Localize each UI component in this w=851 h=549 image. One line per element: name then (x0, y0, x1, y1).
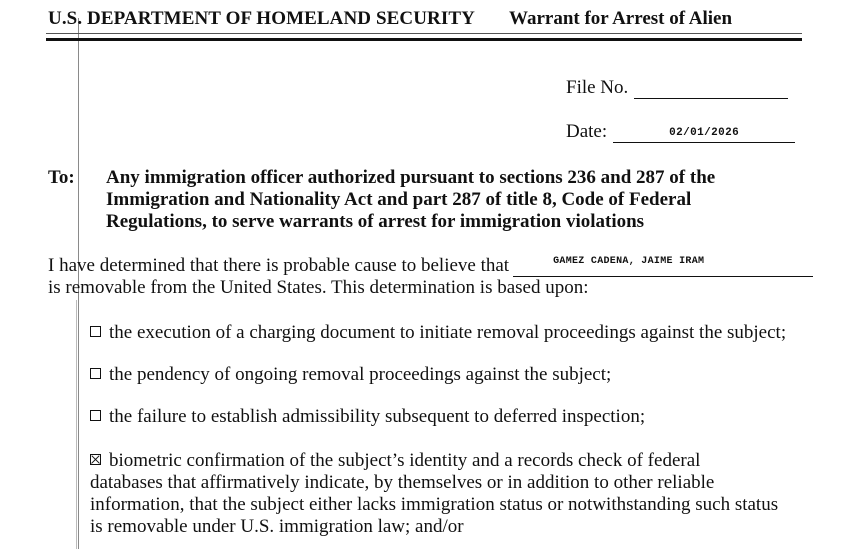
option-text: information, that the subject either lacks immigration status or notwithstanding such status (90, 494, 779, 515)
date-field (566, 121, 795, 143)
header-rule-thick (46, 38, 802, 41)
addressee-block (106, 167, 786, 233)
form-title: Warrant for Arrest of Alien (509, 8, 733, 29)
addressee-line: Any immigration officer authorized pursuant to sections 236 and 287 of the (106, 167, 716, 188)
option-text: is removable under U.S. immigration law; and/or (90, 516, 464, 537)
basis-option-pending-proceedings (90, 364, 611, 386)
option-text: the execution of a charging document to initiate removal proceedings against the subject; (109, 322, 787, 343)
basis-option-biometric-confirmation (90, 450, 810, 538)
subject-name-blank (513, 256, 813, 277)
basis-option-deferred-inspection (90, 406, 645, 428)
addressee-line: Immigration and Nationality Act and part 287 of title 8, Code of Federal (106, 189, 692, 210)
checkbox-checked[interactable] (90, 454, 101, 465)
checkbox-unchecked[interactable] (90, 368, 101, 379)
addressee-line: Regulations, to serve warrants of arrest for immigration violations (106, 211, 645, 232)
to-label: To: (48, 167, 75, 188)
file-number-blank (634, 78, 788, 99)
removability-text: is removable from the United States. This determination is based upon: (48, 277, 589, 298)
file-number-label: File No. (566, 77, 629, 98)
option-text: the failure to establish admissibility subsequent to deferred inspection; (109, 406, 646, 427)
date-blank (613, 122, 795, 143)
option-text: biometric confirmation of the subject’s identity and a records check of federal (109, 450, 701, 471)
left-margin-line-secondary (76, 300, 77, 549)
probable-cause-text: I have determined that there is probable cause to believe that (48, 255, 510, 276)
file-number-field (566, 77, 788, 99)
date-value: 02/01/2026 (669, 127, 740, 139)
option-text: databases that affirmatively indicate, by themselves or in addition to other reliable (90, 472, 715, 493)
date-label: Date: (566, 121, 608, 142)
option-text: the pendency of ongoing removal proceedings against the subject; (109, 364, 612, 385)
subject-name: GAMEZ CADENA, JAIME IRAM (553, 256, 705, 267)
checkbox-unchecked[interactable] (90, 410, 101, 421)
checkbox-unchecked[interactable] (90, 326, 101, 337)
probable-cause-statement (48, 255, 813, 299)
header-rule-thin (46, 33, 802, 34)
agency-name: U.S. DEPARTMENT OF HOMELAND SECURITY (48, 8, 475, 29)
basis-option-charging-document (90, 322, 786, 344)
